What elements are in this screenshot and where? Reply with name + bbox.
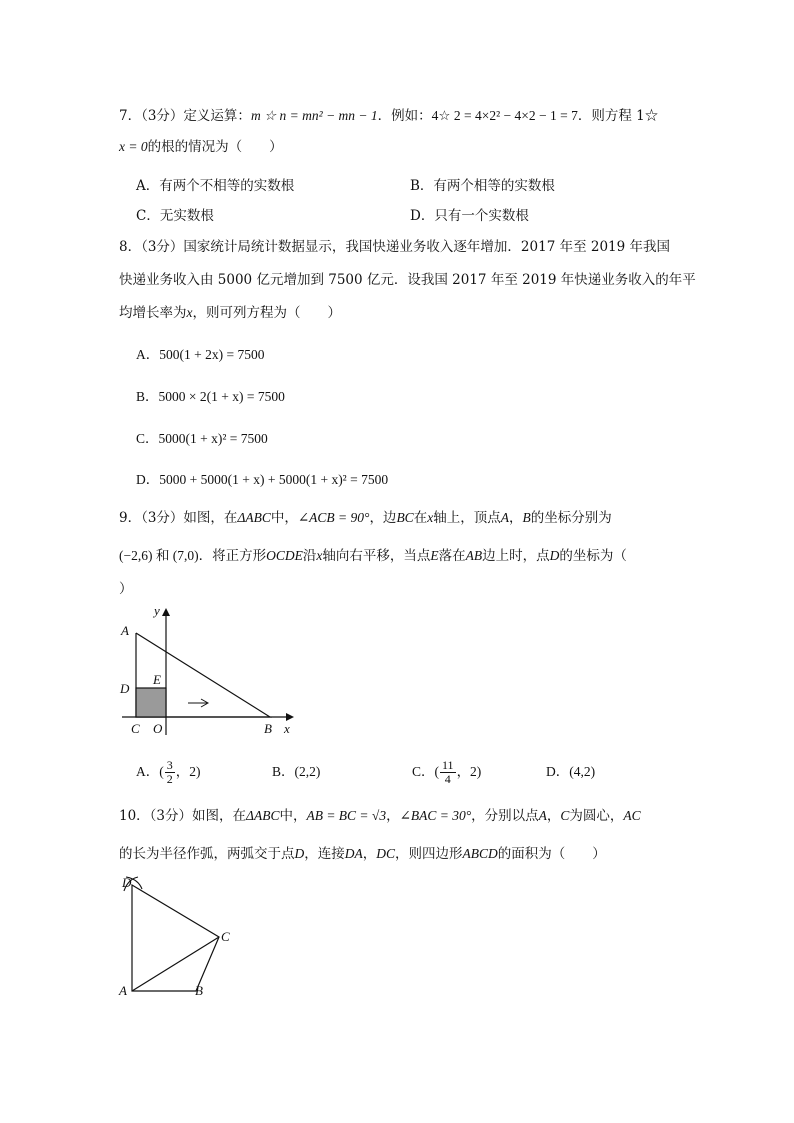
q9-line2: (−2,6) 和 (7,0)．将正方形OCDE沿x轴向右平移，当点E落在AB边上时，点D的坐标为（ xyxy=(119,548,627,564)
y-axis-arrow-icon xyxy=(162,608,170,616)
q7-option-a[interactable]: A．有两个不相等的实数根 xyxy=(136,178,295,194)
q10-line2: 的长为半径作弧，两弧交于点D，连接DA，DC，则四边形ABCD的面积为（ ） xyxy=(119,846,606,862)
label-C: C xyxy=(221,929,230,944)
label-O: O xyxy=(153,721,163,736)
q8-line1: 8．（3分）国家统计局统计数据显示，我国快递业务收入逐年增加．2017 年至 2019 年我国 xyxy=(119,239,671,255)
q9-option-b[interactable]: B．(2,2) xyxy=(272,764,321,779)
label-B: B xyxy=(264,721,272,736)
q7-option-b[interactable]: B．有两个相等的实数根 xyxy=(410,178,555,194)
q8-option-b[interactable]: B．5000 × 2(1 + x) = 7500 xyxy=(136,389,285,404)
q7-example-expr: 4☆ 2 = 4×2² − 4×2 − 1 = 7 xyxy=(431,108,578,123)
q9-figure xyxy=(112,602,312,737)
label-A: A xyxy=(121,623,129,638)
q8-option-d[interactable]: D．5000 + 5000(1 + x) + 5000(1 + x)² = 7500 xyxy=(136,472,389,487)
label-B: B xyxy=(195,983,203,998)
q10-line1: 10．（3分）如图，在ΔABC中，AB = BC = √3，∠BAC = 30°，分别以点A，C为圆心，AC xyxy=(119,808,641,824)
q8-option-a[interactable]: A．500(1 + 2x) = 7500 xyxy=(136,347,265,362)
square-ocde xyxy=(136,688,166,717)
q9-option-c[interactable]: C．( $\frac{11}{4}$ ，2) xyxy=(412,758,482,787)
q9-option-a[interactable]: A．( $\frac{3}{2}$ ，2) xyxy=(136,758,201,787)
q7-line1: 7．（3分）定义运算：m ☆ n = mn² − mn − 1．例如：4☆ 2 = 4×2² − 4×2 − 1 = 7．则方程 1☆ xyxy=(119,108,659,124)
label-A: A xyxy=(119,983,127,998)
x-axis-arrow-icon xyxy=(286,713,294,721)
q8-option-c[interactable]: C．5000(1 + x)² = 7500 xyxy=(136,431,268,446)
label-D: D xyxy=(122,875,132,890)
q9-line3: ） xyxy=(119,581,133,597)
segment-ac xyxy=(132,937,219,991)
label-E: E xyxy=(153,672,161,687)
quadrilateral-abcd xyxy=(132,885,219,991)
q7-option-d[interactable]: D．只有一个实数根 xyxy=(410,208,529,224)
label-D: D xyxy=(120,681,130,696)
q7-def-expr: m ☆ n = mn² − mn − 1 xyxy=(250,108,378,123)
label-x: x xyxy=(284,721,290,736)
q9-option-d[interactable]: D．(4,2) xyxy=(546,764,596,779)
q9-line1: 9．（3分）如图，在ΔABC中，∠ACB = 90°，边BC在x轴上，顶点A，B的坐标分别为 xyxy=(119,510,612,526)
q10-figure xyxy=(112,873,242,1003)
q8-line3: 均增长率为x，则可列方程为（ ） xyxy=(119,305,341,321)
q7-line2: x = 0的根的情况为（ ） xyxy=(119,139,283,155)
q8-line2: 快递业务收入由 5000 亿元增加到 7500 亿元．设我国 2017 年至 2019 年快递业务收入的年平 xyxy=(119,272,696,288)
q7-option-c[interactable]: C．无实数根 xyxy=(136,208,214,224)
label-C: C xyxy=(131,721,140,736)
label-y: y xyxy=(154,603,160,618)
